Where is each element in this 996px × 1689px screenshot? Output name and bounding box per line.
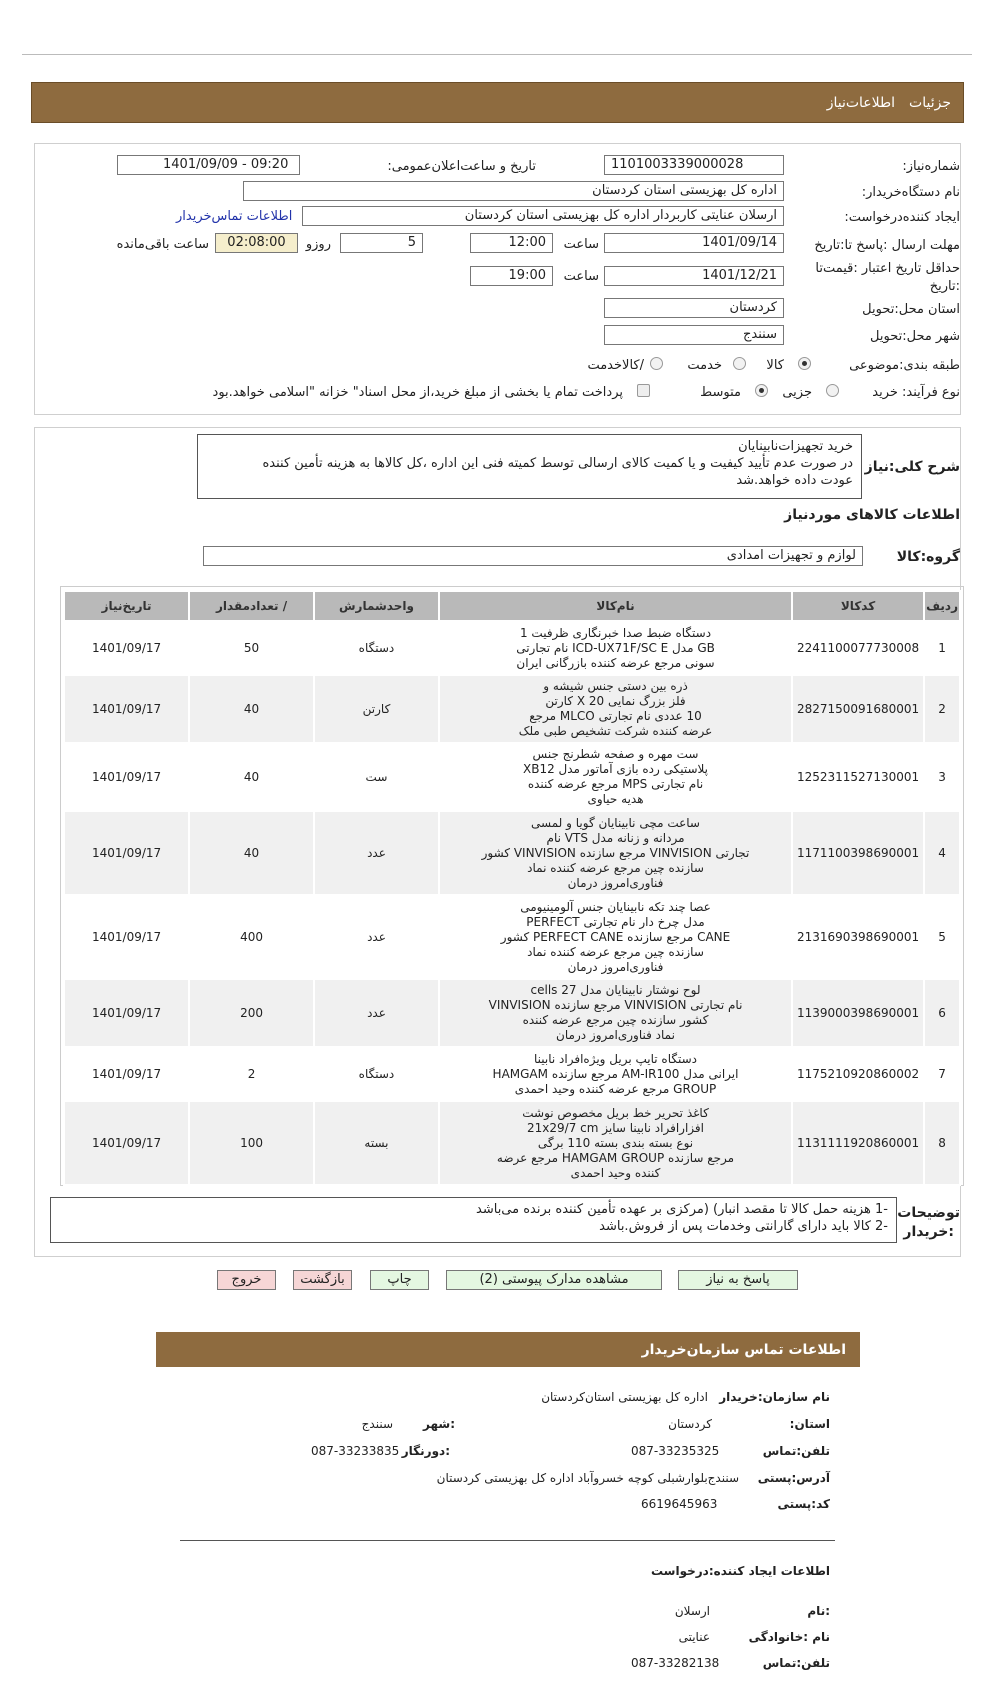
cell-date: 1401/09/17 (64, 811, 189, 895)
process-label: نوع فرآیند: خرید (872, 385, 960, 400)
cell-name (439, 811, 792, 895)
name-line: مرجع سازنده HAMGAM GROUP مرجع عرضه (496, 1150, 735, 1165)
name-line: ست مهره و صفحه شطرنج جنس (532, 747, 699, 761)
radio-partial[interactable] (826, 384, 839, 397)
validity-label-2: :تاریخ (929, 279, 960, 294)
name-line: GB مدل ICD-UX71F/SC E نام تجارتی (516, 640, 715, 655)
cell-code: 1131111920860001 (792, 1101, 924, 1185)
postal-code-label: کد:پستی (777, 1497, 830, 1511)
creator-family-value: عنایتی (678, 1630, 710, 1644)
summary-label: شرح کلی:نیاز (864, 459, 960, 475)
cell-unit: دستگاه (314, 621, 439, 675)
remaining-label: ساعت باقی‌مانده (116, 237, 209, 252)
category-label: طبقه بندی:موضوعی (849, 358, 960, 373)
name-line: دستگاه ضبط صدا خبرنگاری ظرفیت 1 (519, 625, 712, 640)
table-row (64, 1101, 960, 1185)
cell-name (439, 1047, 792, 1101)
validity-label-1: حداقل تاریخ اعتبار :قیمت‌تا (815, 261, 960, 276)
col-qty: / تعدادمقدار (189, 591, 314, 621)
contact-phone-value: 087-33235325 (631, 1444, 720, 1458)
name-line: نام تجارتی MPS مرجع عرضه کننده (527, 777, 704, 791)
tab-need-info[interactable]: اطلاعات‌نیاز (826, 94, 896, 111)
name-line: سونی مرجع عرضه کننده بازرگانی ایران (516, 655, 715, 670)
table-row (64, 743, 960, 811)
cell-date: 1401/09/17 (64, 675, 189, 743)
radio-goods[interactable] (798, 357, 811, 370)
table-row (64, 895, 960, 979)
need-number-field: 1101003339000028 (604, 155, 784, 175)
back-button[interactable]: بازگشت (293, 1270, 352, 1290)
creator-field: ارسلان عنایتی کاربردار اداره کل بهزیستی استان کردستان (302, 206, 784, 226)
creator-info-title: اطلاعات ایجاد کننده:درخواست (650, 1564, 830, 1578)
radio-service[interactable] (733, 357, 746, 370)
cell-name (439, 675, 792, 743)
radio-goods-service[interactable] (650, 357, 663, 370)
summary-line-2: در صورت عدم تأیید کیفیت و یا کمیت کالای ارسالی توسط کمیته فنی این اداره ،کل کالاها به هزینه تأمین کننده (262, 456, 853, 471)
table-row (64, 811, 960, 895)
creator-name-label: :نام (807, 1604, 830, 1618)
name-line: فناوری‌امروز درمان (567, 875, 664, 890)
goods-table-header (64, 591, 960, 621)
radio-goods-service-label: /کالاخدمت (587, 358, 644, 373)
province-label: استان محل:تحویل (862, 302, 960, 317)
name-line: GROUP مرجع عرضه کننده وحید احمدی (514, 1081, 717, 1096)
buyer-notes-label-1: توضیحات (897, 1205, 960, 1221)
cell-unit: دستگاه (314, 1047, 439, 1101)
name-line: ساعت مچی نابینایان گویا و لمسی (531, 815, 700, 830)
days-field: 5 (340, 233, 423, 253)
contact-divider (180, 1540, 835, 1541)
creator-phone-value: 087-33282138 (631, 1656, 720, 1670)
cell-name (439, 743, 792, 811)
radio-medium-label: متوسط (700, 385, 741, 400)
cell-unit: ست (314, 743, 439, 811)
cell-row: 4 (924, 811, 960, 895)
table-row (64, 979, 960, 1047)
name-line: عرضه کننده شرکت تشخیص طبی ملک (518, 724, 713, 738)
name-line: لوح نوشتار نابینایان مدل 27 cells (530, 983, 701, 997)
cell-name (439, 895, 792, 979)
goods-group-field: لوازم و تجهیزات امدادی (203, 546, 863, 566)
cell-row: 8 (924, 1101, 960, 1185)
cell-qty: 40 (189, 811, 314, 895)
name-line: سازنده چین مرجع عرضه کننده نماد (527, 944, 704, 959)
buyer-notes-label-2: :خریدار (903, 1224, 954, 1240)
cell-date: 1401/09/17 (64, 743, 189, 811)
name-line: تجارتی VINVISION مرجع سازنده VINVISION کشور (481, 845, 750, 860)
cell-date: 1401/09/17 (64, 1047, 189, 1101)
cell-code: 2131690398690001 (792, 895, 924, 979)
buyer-contact-link[interactable]: اطلاعات تماس‌خریدار (176, 209, 293, 224)
buyer-note-line-2: -2 کالا باید دارای گارانتی وخدمات پس از فروش.باشد (599, 1219, 888, 1234)
contact-city-label: :شهر (423, 1417, 455, 1431)
cell-unit: کارتن (314, 675, 439, 743)
cell-date: 1401/09/17 (64, 979, 189, 1047)
cell-code: 2827150091680001 (792, 675, 924, 743)
cell-date: 1401/09/17 (64, 895, 189, 979)
name-line: کننده وحید احمدی (570, 1165, 661, 1180)
col-row: ردیف (924, 591, 960, 621)
cell-name (439, 979, 792, 1047)
radio-medium[interactable] (755, 384, 768, 397)
cell-row: 6 (924, 979, 960, 1047)
buyer-org-field: اداره کل بهزیستی استان کردستان (243, 181, 784, 201)
name-line: کشور سازنده چین مرجع عرضه کننده (522, 1013, 709, 1027)
col-date: تاریخ‌نیاز (64, 591, 189, 621)
cell-row: 7 (924, 1047, 960, 1101)
cell-qty: 100 (189, 1101, 314, 1185)
summary-description (197, 434, 862, 499)
cell-date: 1401/09/17 (64, 621, 189, 675)
name-line: نام تجارتی VINVISION مرجع سازنده VINVISION (488, 998, 743, 1012)
cell-code: 1139000398690001 (792, 979, 924, 1047)
goods-group-label: گروه:کالا (896, 549, 960, 565)
cell-qty: 40 (189, 743, 314, 811)
col-unit: واحدشمارش (314, 591, 439, 621)
goods-table (63, 590, 961, 1186)
name-line: سازنده چین مرجع عرضه کننده نماد (527, 860, 704, 875)
contact-city-value: سنندج (361, 1417, 393, 1431)
name-line: کاغذ تحریر خط بریل مخصوص نوشت (522, 1105, 709, 1120)
name-line: 10 عددی نام تجارتی MLCO مرجع (529, 709, 702, 723)
cell-row: 1 (924, 621, 960, 675)
announce-date-label: تاریخ و ساعت‌اعلان‌عمومی: (387, 159, 536, 174)
contact-header: اطلاعات تماس سازمان‌خریدار (156, 1332, 860, 1367)
name-line: CANE مرجع سازنده PERFECT CANE کشور (500, 929, 731, 944)
name-line: ذره بین دستی جنس شیشه و (543, 679, 688, 693)
cell-code: 1171100398690001 (792, 811, 924, 895)
postal-code-value: 6619645963 (641, 1497, 718, 1511)
name-line: نماد فناوری‌امروز درمان (556, 1028, 675, 1042)
col-name: نام‌کالا (439, 591, 792, 621)
cell-date: 1401/09/17 (64, 1101, 189, 1185)
radio-goods-label: کالا (766, 358, 784, 373)
creator-phone-label: تلفن:تماس (762, 1656, 830, 1670)
remaining-time-field: 02:08:00 (215, 233, 298, 253)
treasury-payment-text: پرداخت تمام یا بخشی از مبلغ خرید،از محل اسناد" خزانه "اسلامی خواهد.بود (212, 385, 623, 400)
cell-qty: 50 (189, 621, 314, 675)
cell-name (439, 1101, 792, 1185)
name-line: فناوری‌امروز درمان (567, 959, 664, 974)
cell-row: 2 (924, 675, 960, 743)
cell-qty: 200 (189, 979, 314, 1047)
name-line: نوع بسته بندی بسته 110 برگی (537, 1135, 694, 1150)
contact-province-label: استان: (789, 1417, 830, 1431)
cell-row: 3 (924, 743, 960, 811)
deadline-hour-label: ساعت (563, 237, 599, 252)
goods-info-title: اطلاعات کالاهای موردنیاز (784, 507, 960, 523)
summary-line-1: خرید تجهیزات‌نابینایان (738, 439, 853, 454)
treasury-payment-checkbox[interactable] (637, 384, 650, 397)
address-label: آدرس:پستی (757, 1471, 830, 1485)
cell-unit: عدد (314, 895, 439, 979)
days-label: روزو (305, 237, 331, 252)
buyer-note-line-1: -1 هزینه حمل کالا تا مقصد انبار) (مرکزی بر عهده تأمین کننده برنده می‌باشد (476, 1202, 888, 1217)
radio-service-label: خدمت (687, 358, 722, 373)
cell-code: 2241100077730008 (792, 621, 924, 675)
name-line: مدل چرخ دار نام تجارتی PERFECT (526, 914, 705, 929)
respond-button[interactable]: پاسخ به نیاز (678, 1270, 798, 1290)
city-label: شهر محل:تحویل (870, 329, 960, 344)
name-line: افزارافراد نابینا سایز 21x29/7 cm (527, 1120, 704, 1135)
name-line: عصا چند تکه نابینایان جنس آلومینیومی (520, 899, 711, 914)
cell-qty: 400 (189, 895, 314, 979)
org-value: اداره کل بهزیستی استان‌کردستان (541, 1390, 708, 1404)
contact-phone-label: تلفن:تماس (762, 1444, 830, 1458)
name-line: ایرانی مدل AM-IR100 مرجع سازنده HAMGAM (492, 1066, 739, 1081)
cell-qty: 2 (189, 1047, 314, 1101)
deadline-label: مهلت ارسال :پاسخ تا:تاریخ (814, 238, 960, 253)
validity-hour-label: ساعت (563, 269, 599, 284)
cell-code: 1252311527130001 (792, 743, 924, 811)
attachments-button[interactable]: مشاهده مدارک پیوستی (2) (446, 1270, 662, 1290)
tab-details[interactable]: جزئیات (909, 94, 951, 111)
province-field: کردستان (604, 298, 784, 318)
creator-family-label: نام :خانوادگی (748, 1630, 830, 1644)
deadline-time-field: 12:00 (470, 233, 553, 253)
name-line: فلز بزرگ نمایی X 20 کارتن (545, 694, 686, 708)
city-field: سنندج (604, 325, 784, 345)
cell-qty: 40 (189, 675, 314, 743)
buyer-org-label: نام دستگاه‌خریدار: (861, 185, 960, 200)
validity-time-field: 19:00 (470, 266, 553, 286)
cell-unit: عدد (314, 979, 439, 1047)
name-line: دستگاه تایپ بریل ویژه‌افراد نابینا (534, 1051, 698, 1066)
validity-date-field: 1401/12/21 (604, 266, 784, 286)
col-code: کدکالا (792, 591, 924, 621)
cell-unit: عدد (314, 811, 439, 895)
name-line: هدیه حیاوی (587, 792, 644, 806)
name-line: پلاستیکی رده بازی آماتور مدل XB12 (522, 762, 709, 776)
table-row (64, 1047, 960, 1101)
need-number-label: شماره‌نیاز: (902, 159, 960, 174)
announce-date-field: 1401/09/09 - 09:20 (117, 155, 300, 175)
page-header (31, 82, 964, 123)
cell-unit: بسته (314, 1101, 439, 1185)
top-divider (22, 54, 972, 55)
summary-line-3: عودت داده خواهد.شد (736, 473, 853, 488)
cell-name (439, 621, 792, 675)
cell-row: 5 (924, 895, 960, 979)
org-label: نام سازمان:خریدار (719, 1390, 830, 1404)
table-row (64, 621, 960, 675)
creator-label: ایجاد کننده‌درخواست: (844, 210, 960, 225)
table-row (64, 675, 960, 743)
buyer-notes (50, 1197, 897, 1243)
name-line: مردانه و زنانه مدل VTS نام (546, 830, 685, 845)
contact-province-value: کردستان (668, 1417, 712, 1431)
fax-label: :دورنگار (401, 1444, 450, 1458)
exit-button[interactable]: خروج (217, 1270, 276, 1290)
fax-value: 087-33233835 (311, 1444, 400, 1458)
address-value: سنندج‌بلوارشبلی کوچه خسروآباد اداره کل بهزیستی کردستان (436, 1471, 739, 1485)
cell-code: 1175210920860002 (792, 1047, 924, 1101)
creator-name-value: ارسلان (674, 1604, 710, 1618)
deadline-date-field: 1401/09/14 (604, 233, 784, 253)
print-button[interactable]: چاپ (370, 1270, 429, 1290)
radio-partial-label: جزیی (782, 385, 812, 400)
